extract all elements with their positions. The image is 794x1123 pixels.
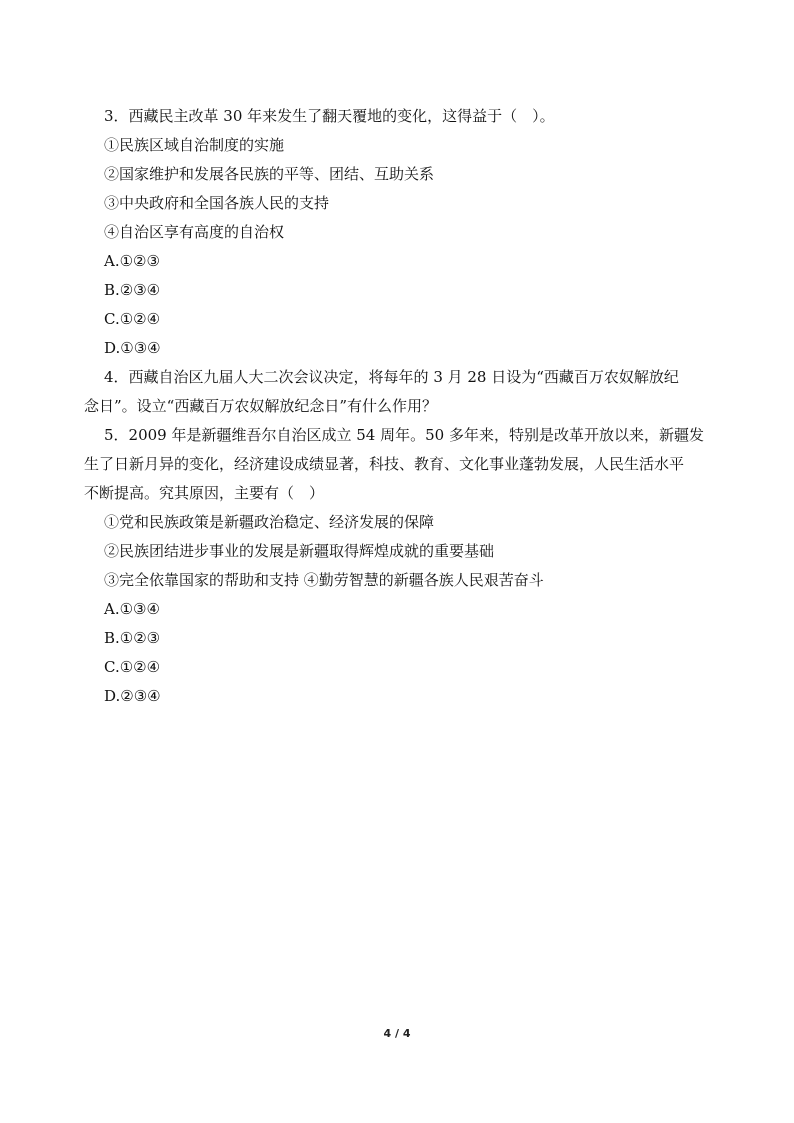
question-3-item-1: ①民族区域自治制度的实施 [104,136,285,154]
question-5-stem-line-3: 不断提高。究其原因，主要有（ ） [84,484,325,502]
question-3-option-b: B.②③④ [104,281,161,299]
document-body [84,102,714,711]
question-3-stem: 3．西藏民主改革 30 年来发生了翻天覆地的变化，这得益于（ ）。 [104,107,555,125]
question-5-option-b: B.①②③ [104,629,161,647]
question-3-option-d: D.①③④ [104,339,161,357]
question-5-stem-line-1: 5．2009 年是新疆维吾尔自治区成立 54 周年。50 多年来，特别是改革开放以来，新疆发 [104,426,704,444]
page-number: 4 / 4 [383,1027,411,1040]
question-4-stem-line-1: 4．西藏自治区九届人大二次会议决定，将每年的 3 月 28 日设为“西藏百万农奴解放纪 [104,368,679,386]
question-3-option-c: C.①②④ [104,310,161,328]
question-4-stem-line-2: 念日”。设立“西藏百万农奴解放纪念日”有什么作用？ [84,397,438,415]
question-3-item-3: ③中央政府和全国各族人民的支持 [104,194,330,212]
question-5-option-d: D.②③④ [104,687,161,705]
question-3-option-a: A.①②③ [104,252,160,270]
question-5-stem-line-2: 生了日新月异的变化，经济建设成绩显著，科技、教育、文化事业蓬勃发展，人民生活水平 [84,455,685,473]
question-5-option-c: C.①②④ [104,658,161,676]
question-5-item-1: ①党和民族政策是新疆政治稳定、经济发展的保障 [104,513,435,531]
question-5-option-a: A.①③④ [104,600,160,618]
question-3-item-2: ②国家维护和发展各民族的平等、团结、互助关系 [104,165,435,183]
question-5-item-3: ③完全依靠国家的帮助和支持 ④勤劳智慧的新疆各族人民艰苦奋斗 [104,571,544,589]
question-3-item-4: ④自治区享有高度的自治权 [104,223,285,241]
question-5-item-2: ②民族团结进步事业的发展是新疆取得辉煌成就的重要基础 [104,542,495,560]
